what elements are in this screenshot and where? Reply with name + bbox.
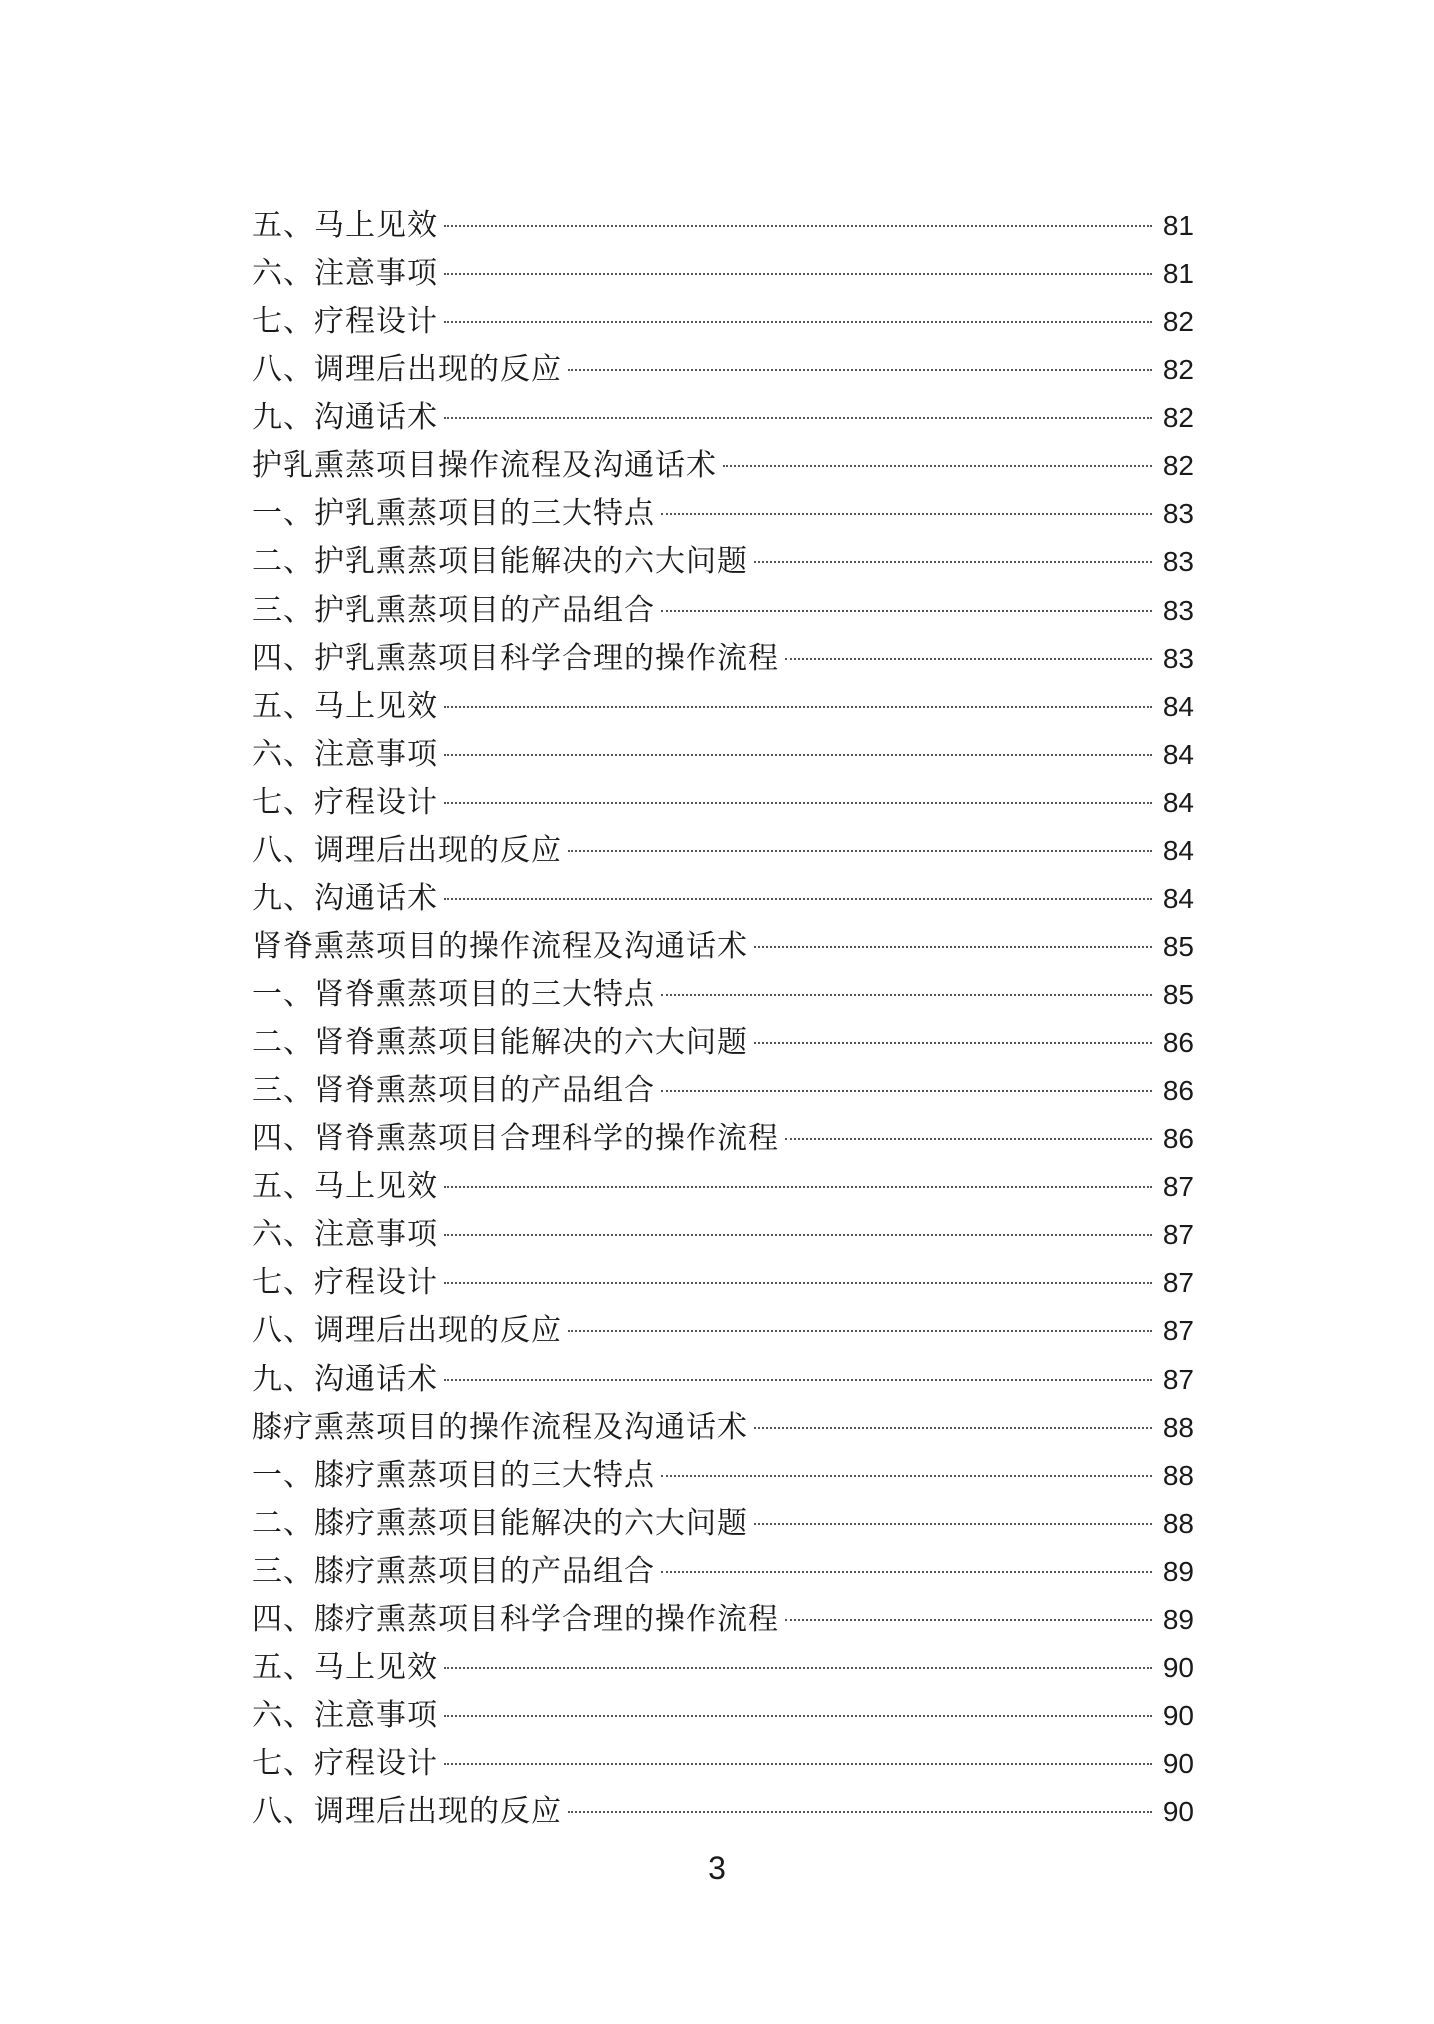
toc-entry-page: 88: [1162, 1411, 1194, 1443]
toc-entry[interactable]: [252, 1259, 1194, 1307]
page-number: 3: [708, 1850, 726, 1886]
toc-entry[interactable]: [252, 923, 1194, 971]
toc-dot-leader: [568, 1330, 1152, 1332]
toc-dot-leader: [661, 1571, 1152, 1573]
toc-entry-title: 九、沟通话术: [252, 400, 438, 436]
toc-entry-title: 四、护乳熏蒸项目科学合理的操作流程: [252, 640, 779, 676]
toc-entry-page: 84: [1162, 690, 1194, 722]
toc-dot-leader: [568, 1811, 1152, 1813]
toc-entry-title: 三、膝疗熏蒸项目的产品组合: [252, 1553, 655, 1589]
toc-entry-title: 四、膝疗熏蒸项目科学合理的操作流程: [252, 1601, 779, 1637]
toc-entry-title: 五、马上见效: [252, 688, 438, 724]
toc-dot-leader: [444, 754, 1152, 756]
toc-entry-page: 87: [1162, 1363, 1194, 1395]
toc-entry[interactable]: [252, 1740, 1194, 1788]
toc-entry-title: 二、护乳熏蒸项目能解决的六大问题: [252, 544, 748, 580]
toc-entry-page: 83: [1162, 642, 1194, 674]
toc-dot-leader: [785, 658, 1152, 660]
toc-entry[interactable]: [252, 1404, 1194, 1452]
toc-dot-leader: [568, 850, 1152, 852]
toc-entry-page: 83: [1162, 498, 1194, 530]
toc-entry-page: 84: [1162, 738, 1194, 770]
toc-entry-page: 87: [1162, 1315, 1194, 1347]
toc-dot-leader: [661, 1475, 1152, 1477]
toc-dot-leader: [444, 1763, 1152, 1765]
toc-entry-page: 82: [1162, 402, 1194, 434]
toc-dot-leader: [444, 417, 1152, 419]
toc-entry[interactable]: [252, 731, 1194, 779]
toc-entry[interactable]: [252, 1019, 1194, 1067]
toc-entry[interactable]: [252, 298, 1194, 346]
toc-entry[interactable]: [252, 1115, 1194, 1163]
toc-entry-title: 八、调理后出现的反应: [252, 832, 562, 868]
toc-entry-page: 85: [1162, 979, 1194, 1010]
toc-dot-leader: [754, 946, 1152, 948]
toc-entry-title: 八、调理后出现的反应: [252, 352, 562, 388]
toc-entry-title: 五、马上见效: [252, 1169, 438, 1205]
toc-dot-leader: [444, 802, 1152, 804]
toc-entry[interactable]: [252, 1548, 1194, 1596]
toc-entry[interactable]: [252, 1307, 1194, 1355]
toc-dot-leader: [444, 1715, 1152, 1717]
toc-entry-page: 86: [1162, 1123, 1194, 1155]
toc-entry-title: 二、肾脊熏蒸项目能解决的六大问题: [252, 1025, 748, 1061]
toc-entry[interactable]: [252, 1596, 1194, 1644]
toc-dot-leader: [444, 898, 1152, 900]
toc-entry-page: 82: [1162, 306, 1194, 338]
toc-entry-page: 82: [1162, 450, 1194, 482]
toc-entry-page: 88: [1162, 1507, 1194, 1539]
toc-entry[interactable]: [252, 442, 1194, 490]
toc-dot-leader: [444, 1667, 1152, 1669]
toc-entry-title: 八、调理后出现的反应: [252, 1313, 562, 1349]
toc-entry[interactable]: [252, 587, 1194, 635]
toc-entry-title: 四、肾脊熏蒸项目合理科学的操作流程: [252, 1121, 779, 1157]
toc-entry-page: 85: [1162, 930, 1194, 962]
toc-entry-title: 五、马上见效: [252, 208, 438, 243]
toc-entry-title: 七、疗程设计: [252, 1265, 438, 1301]
toc-entry[interactable]: [252, 250, 1194, 298]
toc-dot-leader: [444, 1282, 1152, 1284]
toc-entry[interactable]: [252, 827, 1194, 875]
toc-entry[interactable]: [252, 635, 1194, 683]
toc-dot-leader: [661, 1090, 1152, 1092]
toc-dot-leader: [444, 225, 1152, 227]
toc-entry-title: 三、肾脊熏蒸项目的产品组合: [252, 1073, 655, 1109]
toc-dot-leader: [444, 321, 1152, 323]
toc-dot-leader: [444, 1186, 1152, 1188]
toc-entry[interactable]: [252, 202, 1194, 250]
toc-entry-title: 六、注意事项: [252, 1697, 438, 1733]
toc-entry[interactable]: [252, 1452, 1194, 1500]
toc-entry[interactable]: [252, 1500, 1194, 1548]
toc-entry-page: 87: [1162, 1219, 1194, 1251]
toc-entry[interactable]: [252, 779, 1194, 827]
toc-entry-page: 90: [1162, 1699, 1194, 1731]
toc-dot-leader: [754, 1523, 1152, 1525]
toc-entry-page: 90: [1162, 1651, 1194, 1683]
toc-entry-title: 九、沟通话术: [252, 880, 438, 916]
toc-entry-title: 一、肾脊熏蒸项目的三大特点: [252, 977, 655, 1012]
toc-entry[interactable]: [252, 394, 1194, 442]
toc-entry[interactable]: [252, 971, 1194, 1019]
toc-dot-leader: [444, 273, 1152, 275]
toc-entry-page: 89: [1162, 1603, 1194, 1635]
toc-entry-page: 86: [1162, 1075, 1194, 1107]
toc-entry-title: 肾脊熏蒸项目的操作流程及沟通话术: [252, 928, 748, 964]
toc-entry-title: 六、注意事项: [252, 1217, 438, 1253]
toc-dot-leader: [444, 1234, 1152, 1236]
toc-entry-page: 89: [1162, 1555, 1194, 1587]
toc-entry-page: 88: [1162, 1459, 1194, 1491]
toc-entry[interactable]: [252, 490, 1194, 538]
toc-entry-title: 七、疗程设计: [252, 304, 438, 340]
toc-entry-page: 90: [1162, 1748, 1194, 1779]
toc-entry-page: 90: [1162, 1796, 1194, 1828]
toc-entry[interactable]: [252, 346, 1194, 394]
toc-entry-title: 七、疗程设计: [252, 784, 438, 820]
toc-entry[interactable]: [252, 1163, 1194, 1211]
toc-entry-title: 一、膝疗熏蒸项目的三大特点: [252, 1457, 655, 1493]
toc-entry-title: 九、沟通话术: [252, 1361, 438, 1397]
toc-entry-title: 护乳熏蒸项目操作流程及沟通话术: [252, 448, 717, 484]
toc-dot-leader: [754, 1427, 1152, 1429]
toc-entry[interactable]: [252, 1067, 1194, 1115]
toc-dot-leader: [444, 1379, 1152, 1381]
toc-entry-page: 87: [1162, 1267, 1194, 1299]
toc-dot-leader: [661, 994, 1152, 996]
toc-entry[interactable]: [252, 875, 1194, 923]
table-of-contents: [252, 202, 1194, 1836]
toc-entry[interactable]: [252, 1644, 1194, 1692]
toc-entry-page: 81: [1162, 258, 1194, 290]
toc-entry-title: 一、护乳熏蒸项目的三大特点: [252, 496, 655, 532]
toc-dot-leader: [568, 369, 1152, 371]
toc-entry-title: 三、护乳熏蒸项目的产品组合: [252, 592, 655, 628]
toc-dot-leader: [661, 513, 1152, 515]
toc-dot-leader: [444, 706, 1152, 708]
toc-entry-page: 83: [1162, 594, 1194, 626]
toc-entry-title: 六、注意事项: [252, 736, 438, 772]
toc-entry-page: 87: [1162, 1171, 1194, 1203]
toc-entry[interactable]: [252, 1692, 1194, 1740]
toc-entry[interactable]: [252, 1356, 1194, 1404]
toc-entry-page: 86: [1162, 1027, 1194, 1059]
toc-dot-leader: [754, 1042, 1152, 1044]
toc-entry-page: 84: [1162, 882, 1194, 914]
toc-entry-page: 81: [1162, 210, 1194, 241]
toc-entry-page: 84: [1162, 786, 1194, 818]
toc-entry-page: 84: [1162, 834, 1194, 866]
toc-dot-leader: [785, 1619, 1152, 1621]
toc-entry[interactable]: [252, 1788, 1194, 1836]
toc-dot-leader: [785, 1138, 1152, 1140]
toc-entry-title: 六、注意事项: [252, 256, 438, 292]
toc-entry-page: 82: [1162, 354, 1194, 386]
toc-entry-title: 八、调理后出现的反应: [252, 1794, 562, 1830]
toc-entry[interactable]: [252, 1211, 1194, 1259]
toc-entry[interactable]: [252, 538, 1194, 586]
toc-entry-title: 膝疗熏蒸项目的操作流程及沟通话术: [252, 1409, 748, 1445]
toc-dot-leader: [661, 610, 1152, 612]
toc-dot-leader: [723, 465, 1152, 467]
toc-entry-title: 五、马上见效: [252, 1649, 438, 1685]
toc-entry-title: 七、疗程设计: [252, 1746, 438, 1781]
toc-entry[interactable]: [252, 683, 1194, 731]
toc-entry-title: 二、膝疗熏蒸项目能解决的六大问题: [252, 1505, 748, 1541]
toc-dot-leader: [754, 561, 1152, 563]
toc-entry-page: 83: [1162, 546, 1194, 578]
